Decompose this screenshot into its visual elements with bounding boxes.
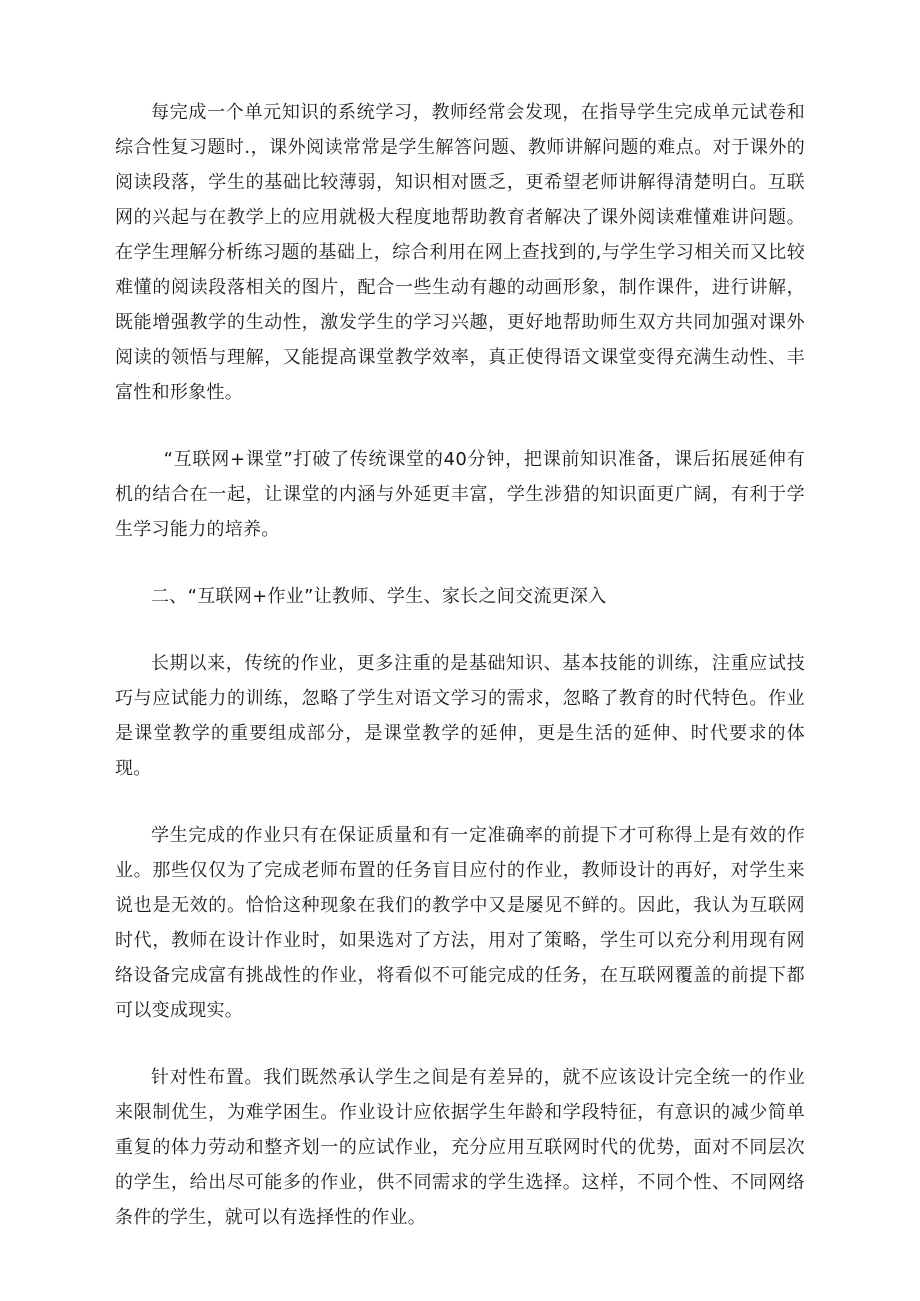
paragraph-reading-courseware: 每完成一个单元知识的系统学习，教师经常会发现，在指导学生完成单元试卷和综合性复习题时.，课外阅读常常是学生解答问题、教师讲解问题的难点。对于课外的阅读段落，学生的基础比较薄弱，知识相对匮乏，更希望老师讲解得清楚明白。互联网的兴起与在教学上的应用就极大程度地帮助教育者解决了课外阅读难懂难讲问题。在学生理解分析练习题的基础上，综合利用在网上查找到的,与学生学习相关而又比较难懂的阅读段落相关的图片，配合一些生动有趣的动画形象，制作课件，进行讲解，既能增强教学的生动性，激发学生的学习兴趣，更好地帮助师生双方共同加强对课外阅读的领悟与理解，又能提高课堂教学效率，真正使得语文课堂变得充满生动性、丰富性和形象性。 — [115, 102, 805, 403]
paragraph-effective-homework: 学生完成的作业只有在保证质量和有一定准确率的前提下才可称得上是有效的作业。那些仅仅为了完成老师布置的任务盲目应付的作业，教师设计的再好，对学生来说也是无效的。恰恰这种现象在我们的教学中又是屡见不鲜的。因此，我认为互联网时代，教师在设计作业时，如果选对了方法，用对了策略，学生可以充分利用现有网络设备完成富有挑战性的作业，将看似不可能完成的任务，在互联网覆盖的前提下都可以变成现实。 — [115, 825, 805, 1021]
paragraph-internet-classroom: “互联网+课堂”打破了传统课堂的40分钟，把课前知识准备，课后拓展延伸有机的结合在一起，让课堂的内涵与外延更丰富，学生涉猎的知识面更广阔，有利于学生学习能力的培养。 — [115, 449, 805, 540]
section-heading-internet-homework: 二、“互联网+作业”让教师、学生、家长之间交流更深入 — [151, 586, 607, 607]
paragraph-targeted-assignment: 针对性布置。我们既然承认学生之间是有差异的，就不应该设计完全统一的作业来限制优生，为难学困生。作业设计应依据学生年龄和学段特征，有意识的减少简单重复的体力劳动和整齐划一的应试作业，充分应用互联网时代的优势，面对不同层次的学生，给出尽可能多的作业，供不同需求的学生选择。这样，不同个性、不同网络条件的学生，就可以有选择性的作业。 — [115, 1067, 805, 1228]
document-body — [115, 95, 805, 1267]
paragraph-traditional-homework: 长期以来，传统的作业，更多注重的是基础知识、基本技能的训练，注重应试技巧与应试能力的训练，忽略了学生对语文学习的需求，忽略了教育的时代特色。作业是课堂教学的重要组成部分，是课堂教学的延伸，更是生活的延伸、时代要求的体现。 — [115, 653, 805, 779]
